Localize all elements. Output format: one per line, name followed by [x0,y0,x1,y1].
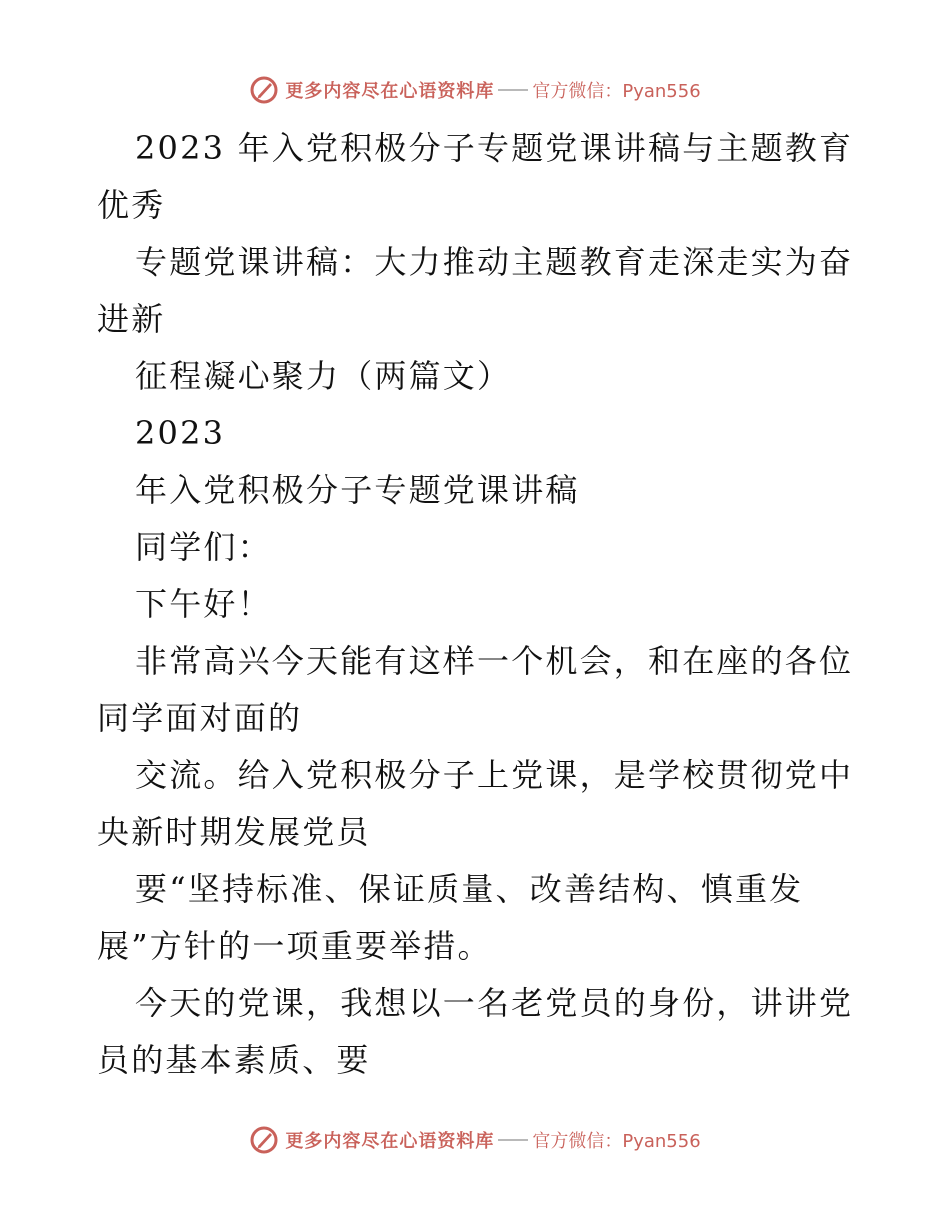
paragraph-body-4: 今天的党课，我想以一名老党员的身份，讲讲党员的基本素质、要 [97,984,854,1079]
paragraph-title-line-2: 专题党课讲稿：大力推动主题教育走深走实为奋进新 [97,243,854,338]
banner-wechat-text: 官方微信：Pyan556 [532,1131,701,1152]
banner-divider [498,1139,528,1141]
paragraph-year: 2023 [135,414,226,452]
paragraph-title-line-3: 征程凝心聚力（两篇文） [135,357,512,395]
banner-main-text: 更多内容尽在心语资料库 [285,81,495,102]
banner-divider [498,89,528,91]
footer-watermark-banner [0,1120,950,1160]
banner-main-text: 更多内容尽在心语资料库 [285,1131,495,1152]
paragraph-greeting: 同学们： [135,528,272,566]
paragraph-body-3: 要“坚持标准、保证质量、改善结构、慎重发展”方针的一项重要举措。 [97,870,804,965]
paragraph-body-2: 交流。给入党积极分子上党课，是学校贯彻党中央新时期发展党员 [97,756,854,851]
quill-pen-logo-icon [249,1125,279,1155]
paragraph-subtitle: 年入党积极分子专题党课讲稿 [135,471,580,509]
paragraph-good-afternoon: 下午好！ [135,585,272,623]
document-body [97,120,857,1089]
paragraph-title-line-1: 2023 年入党积极分子专题党课讲稿与主题教育优秀 [97,129,854,224]
header-watermark-banner [0,70,950,110]
paragraph-body-1: 非常高兴今天能有这样一个机会，和在座的各位同学面对面的 [97,642,854,737]
quill-pen-logo-icon [249,75,279,105]
banner-wechat-text: 官方微信：Pyan556 [532,81,701,102]
